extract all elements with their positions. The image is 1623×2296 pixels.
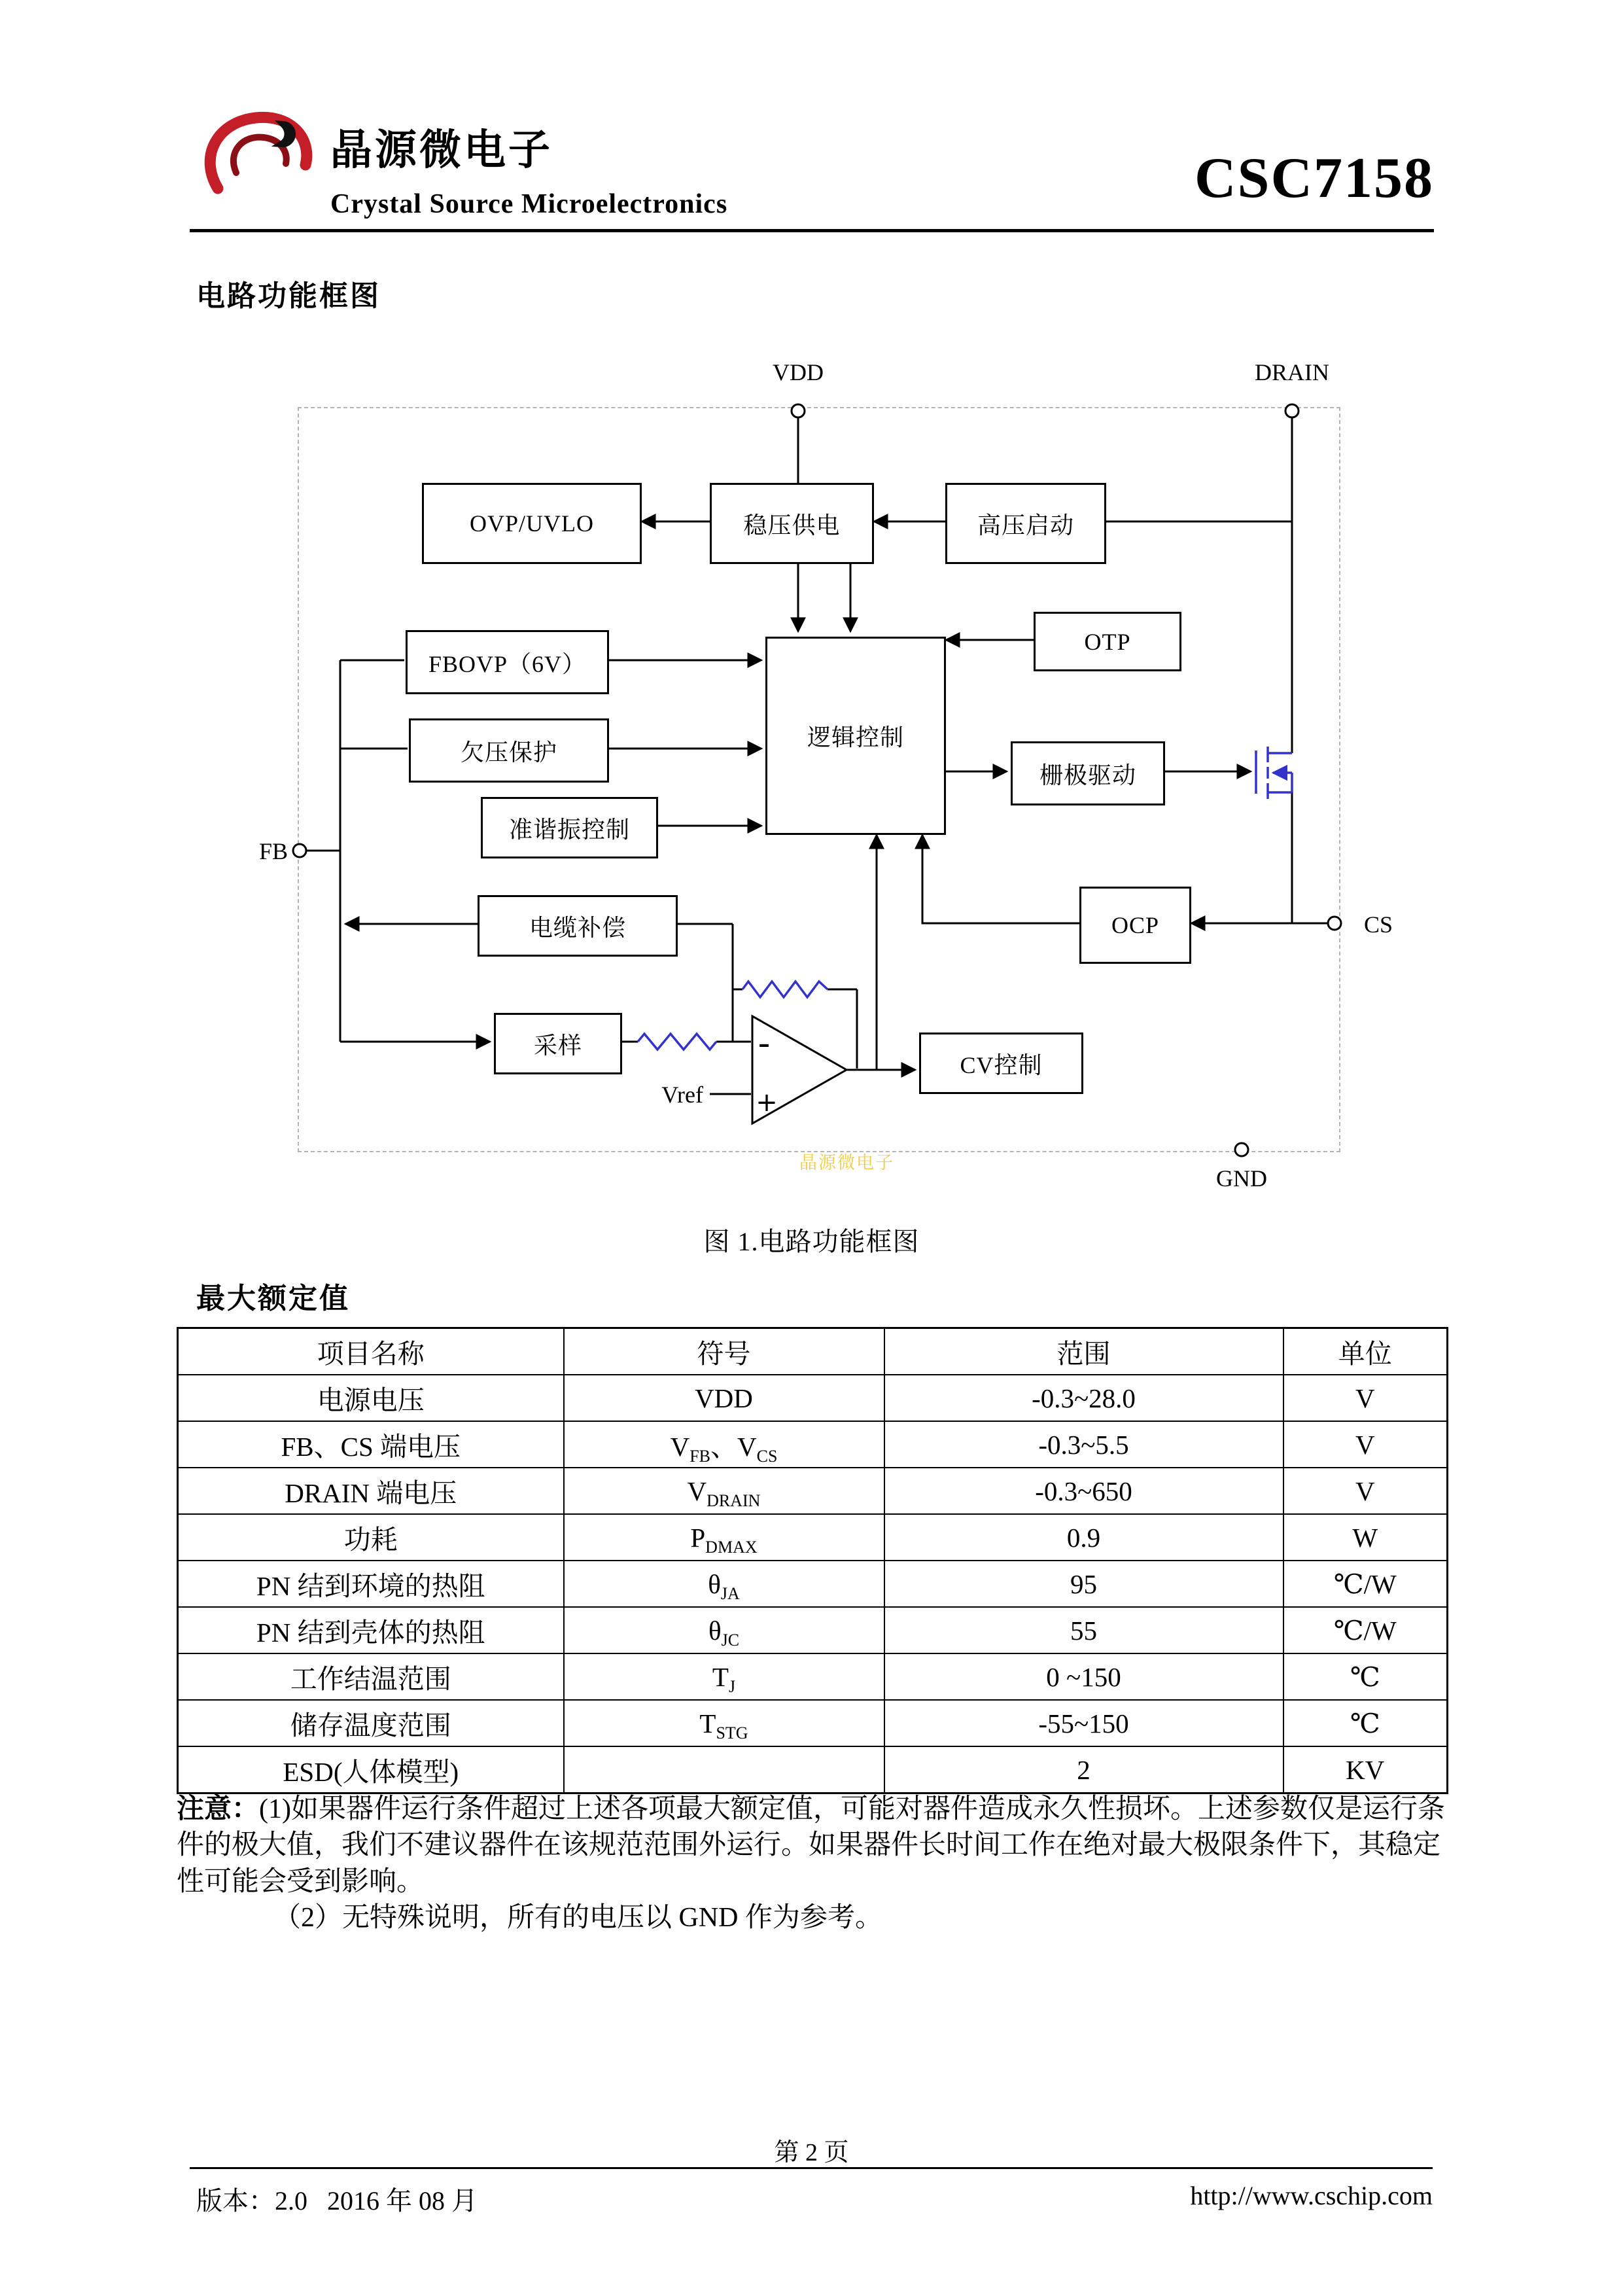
table-row: [178, 1561, 1448, 1607]
max-ratings-table: [177, 1327, 1448, 1794]
block-reg-supply: 稳压供电: [710, 483, 874, 564]
cell-symbol: $\theta_{JA}$: [564, 1561, 884, 1607]
company-name-en: Crystal Source Microelectronics: [330, 189, 728, 219]
block-ocp: OCP: [1079, 887, 1191, 964]
table-header-cell: 符号: [564, 1328, 884, 1375]
table-row: [178, 1653, 1448, 1700]
cell-symbol: $V_{FB}$、$V_{CS}$: [564, 1421, 884, 1468]
cell-item: 储存温度范围: [178, 1700, 564, 1746]
mosfet-icon: [1256, 747, 1292, 799]
footer-rule: [190, 2167, 1433, 2169]
cell-symbol: $P_{DMAX}$: [564, 1514, 884, 1561]
block-fbovp: FBOVP（6V）: [406, 630, 609, 694]
table-header-cell: 单位: [1283, 1328, 1448, 1375]
cell-range: -55~150: [884, 1700, 1283, 1746]
gnd-terminal: [1235, 1143, 1248, 1156]
cell-unit: W: [1283, 1514, 1448, 1561]
notes-block: [177, 1792, 1452, 1937]
cell-symbol: $V_{DRAIN}$: [564, 1468, 884, 1514]
cell-item: 功耗: [178, 1514, 564, 1561]
block-qr-ctrl: 准谐振控制: [481, 797, 658, 858]
cell-symbol: [564, 1746, 884, 1793]
section-title-max-ratings: 最大额定值: [196, 1282, 350, 1315]
block-otp: OTP: [1034, 612, 1181, 671]
cell-item: FB、CS 端电压: [178, 1421, 564, 1468]
cell-item: 工作结温范围: [178, 1653, 564, 1700]
section-title-block-diagram: 电路功能框图: [196, 280, 381, 312]
cell-item: 电源电压: [178, 1375, 564, 1421]
block-cable-comp: 电缆补偿: [478, 895, 678, 957]
drain-label: DRAIN: [1255, 359, 1329, 385]
cell-symbol: $\theta_{JC}$: [564, 1607, 884, 1653]
table-header-row: [178, 1328, 1448, 1375]
cs-terminal: [1328, 917, 1341, 930]
cell-range: 2: [884, 1746, 1283, 1793]
block-gate-drive: 栅极驱动: [1011, 741, 1165, 805]
table-row: [178, 1421, 1448, 1468]
table-row: [178, 1746, 1448, 1793]
table-row: [178, 1607, 1448, 1653]
company-name-cn: 晶源微电子: [330, 126, 553, 173]
cell-unit: ℃: [1283, 1700, 1448, 1746]
block-logic: 逻辑控制: [765, 637, 946, 835]
cell-range: -0.3~28.0: [884, 1375, 1283, 1421]
table-header-cell: 范围: [884, 1328, 1283, 1375]
cell-unit: ℃/W: [1283, 1607, 1448, 1653]
resistor-feedback-icon: [742, 981, 828, 997]
table-row: [178, 1700, 1448, 1746]
cell-range: -0.3~5.5: [884, 1421, 1283, 1468]
ratings-table-body: [178, 1375, 1448, 1793]
cell-symbol: $T_{STG}$: [564, 1700, 884, 1746]
opamp-minus-sign: -: [758, 1024, 771, 1063]
cell-unit: ℃: [1283, 1653, 1448, 1700]
cell-item: DRAIN 端电压: [178, 1468, 564, 1514]
opamp-icon: [752, 1016, 846, 1123]
vdd-label: VDD: [773, 359, 824, 385]
cell-symbol: $T_J$: [564, 1653, 884, 1700]
cell-item: PN 结到环境的热阻: [178, 1561, 564, 1607]
table-row: [178, 1514, 1448, 1561]
cs-label: CS: [1364, 911, 1393, 938]
table-header-cell: 项目名称: [178, 1328, 564, 1375]
vdd-terminal: [792, 404, 805, 417]
resistor-sample-icon: [638, 1034, 716, 1050]
note-2: （2）无特殊说明，所有的电压以 GND 作为参考。: [273, 1903, 882, 1934]
block-sample: 采样: [494, 1013, 622, 1074]
cell-range: 55: [884, 1607, 1283, 1653]
cell-range: 0.9: [884, 1514, 1283, 1561]
cell-unit: V: [1283, 1468, 1448, 1514]
block-uvp: 欠压保护: [409, 718, 609, 783]
cell-item: PN 结到壳体的热阻: [178, 1607, 564, 1653]
footer-url: http://www.cschip.com: [1190, 2181, 1433, 2210]
cell-item: ESD(人体模型): [178, 1746, 564, 1793]
cell-unit: KV: [1283, 1746, 1448, 1793]
gnd-label: GND: [1216, 1165, 1267, 1192]
cell-unit: V: [1283, 1375, 1448, 1421]
table-row: [178, 1468, 1448, 1514]
part-number: CSC7158: [1194, 147, 1434, 210]
footer-version: 版本：2.0 2016 年 08 月: [196, 2186, 478, 2216]
note-1-text: (1)如果器件运行条件超过上述各项最大额定值，可能对器件造成永久性损坏。上述参数仅是运行条件的极大值，我们不建议器件在该规范范围外运行。如果器件长时间工作在绝对最大极限条件下，其稳定性可能会受到影响。: [177, 1794, 1445, 1897]
cell-unit: ℃/W: [1283, 1561, 1448, 1607]
note-label: 注意：: [177, 1794, 260, 1824]
note-1: [177, 1792, 1452, 1900]
cell-range: 95: [884, 1561, 1283, 1607]
block-ovp-uvlo: OVP/UVLO: [422, 483, 642, 564]
fb-terminal: [293, 844, 306, 857]
block-hv-start: 高压启动: [945, 483, 1106, 564]
watermark-text: 晶源微电子: [799, 1153, 894, 1173]
page-number: 第 2 页: [774, 2139, 849, 2166]
figure-caption: 图 1.电路功能框图: [703, 1227, 920, 1256]
cell-range: -0.3~650: [884, 1468, 1283, 1514]
table-row: [178, 1375, 1448, 1421]
block-cv-ctrl: CV控制: [919, 1033, 1083, 1094]
fb-label: FB: [258, 838, 288, 864]
drain-terminal: [1285, 404, 1299, 417]
cell-unit: V: [1283, 1421, 1448, 1468]
cell-range: 0 ~150: [884, 1653, 1283, 1700]
vref-label: Vref: [661, 1082, 703, 1108]
opamp-plus-sign: +: [756, 1087, 778, 1118]
cell-symbol: VDD: [564, 1375, 884, 1421]
